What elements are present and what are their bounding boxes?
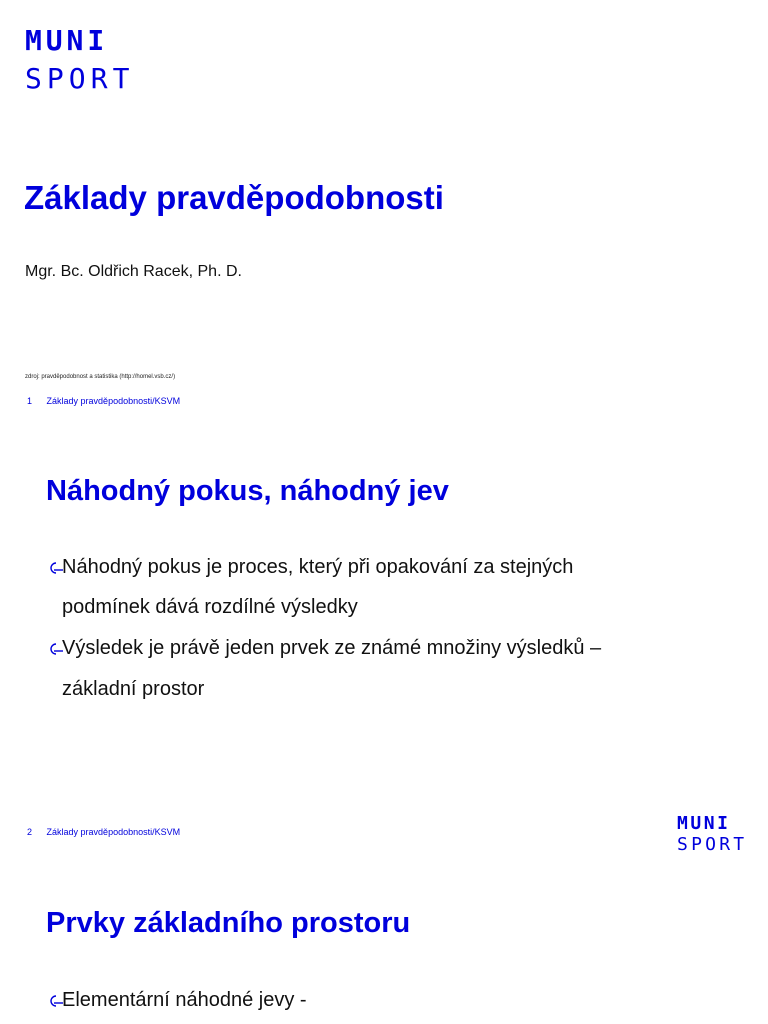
logo-sport-text: SPORT [25,62,135,95]
slide-1-footer [27,397,180,406]
bullet-item [62,638,601,658]
bullet-text-line-1: Výsledek je právě jeden prvek ze známé množiny výsledků – [62,637,602,659]
slide-3-title: Prvky základního prostoru [46,907,411,939]
bullet-item [62,557,573,577]
arrow-bullet-icon [50,995,64,1007]
slide-2-title: Náhodný pokus, náhodný jev [46,475,449,507]
source-note: zdroj: pravděpodobnost a statistika (http://homel.vsb.cz/) [25,374,176,380]
bullet-text-line-2: podmínek dává rozdílné výsledky [62,596,358,618]
slide-2-footer [27,828,180,837]
logo-sport-text: SPORT [677,834,748,855]
logo-muni-text: MUNI [25,24,109,57]
arrow-bullet-icon [50,643,64,655]
bullet-item [62,990,307,1010]
bullet-text-line-2: základní prostor [62,678,205,700]
page-number: 1 [27,396,33,406]
footer-label: Základy pravděpodobnosti/KSVM [46,827,181,837]
logo-muni-text: MUNI [677,813,731,834]
slide-1-title: Základy pravděpodobnosti [24,179,444,216]
page-number: 2 [27,827,33,837]
author-name: Mgr. Bc. Oldřich Racek, Ph. D. [25,263,242,280]
bullet-text-line-1: Náhodný pokus je proces, který při opakování za stejných [62,556,574,578]
bullet-text-line-1: Elementární náhodné jevy - [62,989,307,1011]
arrow-bullet-icon [50,562,64,574]
footer-label: Základy pravděpodobnosti/KSVM [46,396,181,406]
